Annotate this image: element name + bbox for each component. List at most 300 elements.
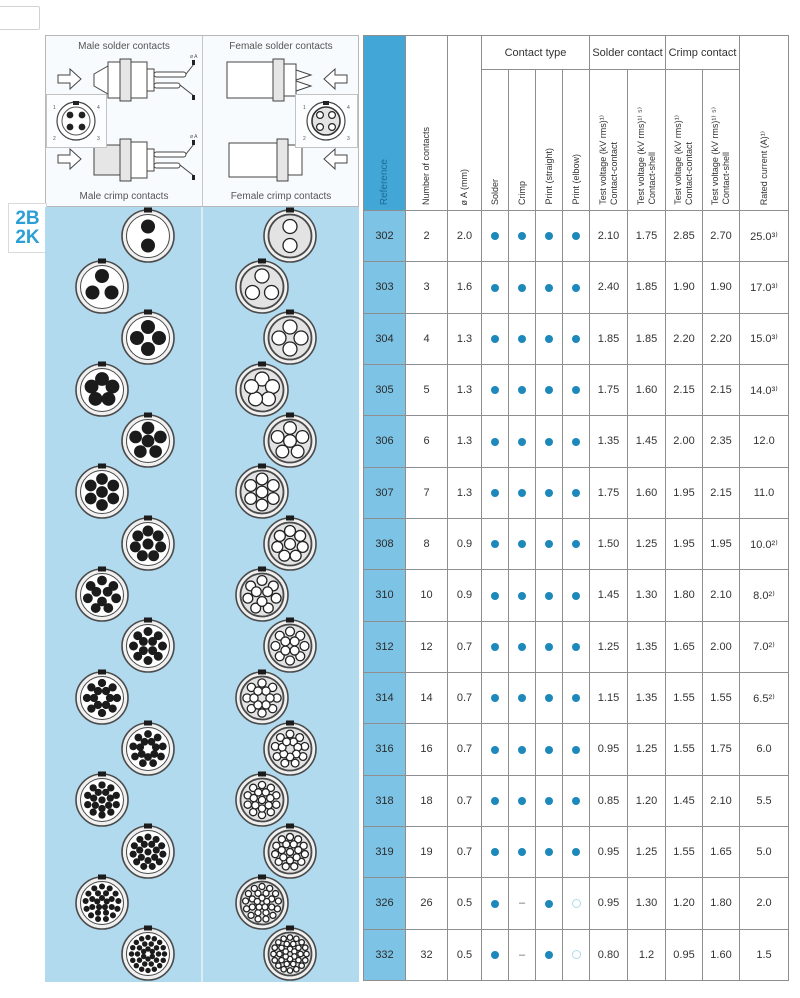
table-row-318: [364, 775, 789, 826]
contact-type-cell: [482, 518, 509, 569]
availability-dot: [491, 489, 499, 497]
availability-dot: [572, 848, 580, 856]
male-face-view-drawing: [47, 95, 106, 147]
contact-type-cell: [509, 313, 536, 364]
availability-dot: [572, 540, 580, 548]
availability-dot: [518, 232, 526, 240]
contact-type-cell: [536, 878, 563, 929]
female-face-view-drawing: [296, 95, 357, 147]
availability-dot: [491, 540, 499, 548]
male-contact-face-306: [119, 412, 177, 470]
contact-type-cell: [536, 672, 563, 723]
contact-type-cell: [563, 364, 590, 415]
contacts-count-cell: 10: [406, 570, 448, 621]
table-row-319: [364, 826, 789, 877]
availability-dot: [545, 489, 553, 497]
male-contact-face-307: [73, 463, 131, 521]
contacts-count-cell: 32: [406, 929, 448, 980]
solder-contact-group-header: Solder contact: [590, 36, 666, 70]
crimp-contact-group-header: Crimp contact: [666, 36, 740, 70]
rated-current-cell: 15.0³⁾: [740, 313, 789, 364]
reference-cell: 310: [364, 570, 406, 621]
test-voltage-cell: 2.20: [703, 313, 740, 364]
contact-type-cell: [536, 570, 563, 621]
diameter-cell: 0.9: [448, 518, 482, 569]
diameter-cell: 0.7: [448, 672, 482, 723]
availability-dot: [545, 335, 553, 343]
availability-dot: [545, 540, 553, 548]
rated-current-cell: 14.0³⁾: [740, 364, 789, 415]
contact-type-cell: [509, 775, 536, 826]
contact-type-cell: [536, 724, 563, 775]
contact-type-cell: [563, 724, 590, 775]
male-solder-label: Male solder contacts: [78, 41, 170, 52]
test-voltage-cell: 1.25: [628, 826, 666, 877]
test-voltage-cell: 0.95: [666, 929, 703, 980]
test-voltage-cell: 1.25: [628, 724, 666, 775]
test-voltage-cell: 1.65: [666, 621, 703, 672]
female-face-view-box: [295, 94, 358, 148]
not-available-dash: –: [518, 897, 526, 910]
test-voltage-cell: 1.30: [628, 878, 666, 929]
availability-dot: [545, 284, 553, 292]
contact-type-cell: [482, 211, 509, 262]
availability-dot: [518, 797, 526, 805]
availability-dot: [572, 335, 580, 343]
female-contact-face-307: [233, 463, 291, 521]
diameter-cell: 0.9: [448, 570, 482, 621]
female-contact-face-310: [233, 566, 291, 624]
table-body: [364, 211, 789, 981]
contact-type-cell: [509, 672, 536, 723]
test-voltage-cell: 2.40: [590, 262, 628, 313]
male-contact-face-319: [119, 823, 177, 881]
test-voltage-cell: 1.45: [590, 570, 628, 621]
series-tab: [8, 203, 47, 253]
test-voltage-cell: 0.85: [590, 775, 628, 826]
contact-type-cell: [563, 570, 590, 621]
test-voltage-cell: 1.75: [703, 724, 740, 775]
male-contact-face-305: [73, 361, 131, 419]
test-voltage-cell: 1.60: [628, 467, 666, 518]
availability-dot: [518, 848, 526, 856]
contact-type-cell: [536, 262, 563, 313]
reference-cell: 319: [364, 826, 406, 877]
reference-cell: 305: [364, 364, 406, 415]
female-contact-face-318: [233, 771, 291, 829]
table-row-310: [364, 570, 789, 621]
male-contact-face-316: [119, 720, 177, 778]
pin-number: 1: [303, 105, 306, 111]
test-voltage-cell: 2.35: [703, 416, 740, 467]
diameter-cell: 1.3: [448, 416, 482, 467]
illustration-divider: [202, 36, 203, 206]
pin-number: 3: [347, 136, 350, 142]
rated-current-cell: 8.0²⁾: [740, 570, 789, 621]
reference-cell: 306: [364, 416, 406, 467]
test-voltage-cell: 1.85: [628, 313, 666, 364]
rated-current-cell: 5.5: [740, 775, 789, 826]
test-voltage-cell: 1.55: [703, 672, 740, 723]
contact-type-cell: [482, 416, 509, 467]
contacts-count-cell: 19: [406, 826, 448, 877]
contact-type-cell: [536, 467, 563, 518]
contacts-count-cell: 16: [406, 724, 448, 775]
availability-dot: [518, 694, 526, 702]
availability-dot: [545, 900, 553, 908]
male-contact-face-310: [73, 566, 131, 624]
rated-current-cell: 6.5²⁾: [740, 672, 789, 723]
contact-type-cell: [536, 775, 563, 826]
test-voltage-cell: 1.80: [666, 570, 703, 621]
contact-type-cell: [509, 262, 536, 313]
contact-type-cell: [563, 518, 590, 569]
crimp-tv-contact-shell-header: Test voltage (kV rms)¹⁾ ⁵⁾ Contact-shell: [703, 70, 740, 211]
availability-dot: [491, 797, 499, 805]
test-voltage-cell: 1.60: [628, 364, 666, 415]
male-crimp-label: Male crimp contacts: [79, 191, 169, 202]
availability-dot: [545, 694, 553, 702]
rated-current-cell: 6.0: [740, 724, 789, 775]
crimp-col-header: Crimp: [509, 70, 536, 211]
contact-type-cell: [536, 313, 563, 364]
series-tab-line2: 2K: [15, 227, 40, 248]
availability-dot: [545, 232, 553, 240]
series-tab-line1: 2B: [15, 207, 40, 229]
pin-number: 4: [347, 105, 350, 111]
contact-type-cell: [563, 262, 590, 313]
pin-number: 4: [97, 105, 100, 111]
test-voltage-cell: 1.30: [628, 570, 666, 621]
availability-dot: [518, 438, 526, 446]
test-voltage-cell: 1.15: [590, 672, 628, 723]
test-voltage-cell: 2.70: [703, 211, 740, 262]
contact-type-cell: [482, 262, 509, 313]
diameter-cell: 0.7: [448, 621, 482, 672]
female-contact-face-319: [261, 823, 319, 881]
test-voltage-cell: 1.75: [628, 211, 666, 262]
availability-dot: [491, 232, 499, 240]
test-voltage-cell: 2.15: [703, 467, 740, 518]
reference-cell: 303: [364, 262, 406, 313]
male-contact-face-326: [73, 874, 131, 932]
availability-dot: [518, 489, 526, 497]
reference-cell: 308: [364, 518, 406, 569]
male-contact-face-303: [73, 258, 131, 316]
rated-current-header: Rated current (A)¹⁾: [740, 36, 789, 211]
female-contact-face-326: [233, 874, 291, 932]
female-contact-face-316: [261, 720, 319, 778]
reference-cell: 318: [364, 775, 406, 826]
contact-type-cell: [563, 211, 590, 262]
female-contact-face-305: [233, 361, 291, 419]
availability-dot: [491, 900, 499, 908]
reference-cell: 302: [364, 211, 406, 262]
test-voltage-cell: 1.85: [590, 313, 628, 364]
contacts-count-cell: 26: [406, 878, 448, 929]
availability-dot: [545, 386, 553, 394]
faces-column-divider: [201, 207, 203, 982]
test-voltage-cell: 1.45: [666, 775, 703, 826]
contact-type-cell: [509, 929, 536, 980]
reference-cell: 307: [364, 467, 406, 518]
test-voltage-cell: 1.95: [703, 518, 740, 569]
diameter-cell: 2.0: [448, 211, 482, 262]
contact-type-cell: [536, 621, 563, 672]
female-contact-face-306: [261, 412, 319, 470]
contact-type-cell: [509, 211, 536, 262]
reference-cell: 326: [364, 878, 406, 929]
availability-dot: [491, 592, 499, 600]
availability-dot: [518, 386, 526, 394]
pin-number: 1: [53, 105, 56, 111]
contact-type-cell: [536, 929, 563, 980]
test-voltage-cell: 1.90: [666, 262, 703, 313]
availability-dot: [545, 797, 553, 805]
test-voltage-cell: 2.15: [703, 364, 740, 415]
table-row-308: [364, 518, 789, 569]
test-voltage-cell: 1.25: [628, 518, 666, 569]
availability-dot: [572, 746, 580, 754]
diameter-cell: 0.7: [448, 826, 482, 877]
contact-type-cell: [563, 826, 590, 877]
contact-type-cell: [536, 211, 563, 262]
male-contact-face-304: [119, 309, 177, 367]
availability-dot: [545, 592, 553, 600]
test-voltage-cell: 1.95: [666, 518, 703, 569]
contact-type-cell: [509, 621, 536, 672]
table-row-314: [364, 672, 789, 723]
contact-type-cell: [482, 724, 509, 775]
contact-type-cell: [509, 416, 536, 467]
solder-tv-contact-contact-header: Test voltage (kV rms)¹⁾ Contact-contact: [590, 70, 628, 211]
test-voltage-cell: 2.10: [703, 570, 740, 621]
availability-open-dot: [572, 950, 581, 959]
availability-dot: [518, 746, 526, 754]
availability-dot: [572, 643, 580, 651]
test-voltage-cell: 1.80: [703, 878, 740, 929]
availability-dot: [572, 232, 580, 240]
female-solder-label: Female solder contacts: [229, 41, 333, 52]
availability-dot: [491, 746, 499, 754]
contact-type-cell: [509, 826, 536, 877]
male-contact-face-332: [119, 925, 177, 983]
availability-dot: [572, 694, 580, 702]
contact-type-cell: [563, 878, 590, 929]
diameter-cell: 0.5: [448, 878, 482, 929]
rated-current-cell: 25.0³⁾: [740, 211, 789, 262]
rated-current-cell: 11.0: [740, 467, 789, 518]
contact-type-cell: [482, 570, 509, 621]
availability-dot: [518, 540, 526, 548]
rated-current-cell: 12.0: [740, 416, 789, 467]
test-voltage-cell: 2.00: [703, 621, 740, 672]
contact-illustrations-box: [45, 35, 359, 207]
test-voltage-cell: 2.00: [666, 416, 703, 467]
test-voltage-cell: 1.55: [666, 724, 703, 775]
test-voltage-cell: 2.10: [590, 211, 628, 262]
reference-column-header: Reference: [364, 36, 406, 211]
test-voltage-cell: 1.25: [590, 621, 628, 672]
test-voltage-cell: 1.20: [666, 878, 703, 929]
contact-type-cell: [563, 621, 590, 672]
availability-dot: [545, 746, 553, 754]
female-contact-face-303: [233, 258, 291, 316]
table-row-303: [364, 262, 789, 313]
female-contact-face-302: [261, 207, 319, 265]
print-straight-col-header: Print (straight): [536, 70, 563, 211]
contact-type-cell: [563, 467, 590, 518]
not-available-dash: –: [518, 948, 526, 961]
male-face-view-box: [46, 94, 107, 148]
table-row-316: [364, 724, 789, 775]
rated-current-cell: 17.0³⁾: [740, 262, 789, 313]
test-voltage-cell: 1.75: [590, 364, 628, 415]
male-contact-face-314: [73, 669, 131, 727]
table-row-326: [364, 878, 789, 929]
reference-cell: 314: [364, 672, 406, 723]
contact-type-cell: [509, 518, 536, 569]
table-row-332: [364, 929, 789, 980]
spec-table: [363, 35, 789, 981]
availability-dot: [572, 489, 580, 497]
print-elbow-col-header: Print (elbow): [563, 70, 590, 211]
contacts-count-cell: 2: [406, 211, 448, 262]
diameter-cell: 1.3: [448, 364, 482, 415]
male-contact-face-308: [119, 515, 177, 573]
dim-label: ø A: [190, 54, 198, 60]
contacts-count-cell: 5: [406, 364, 448, 415]
test-voltage-cell: 1.85: [628, 262, 666, 313]
contact-type-cell: [482, 621, 509, 672]
test-voltage-cell: 2.20: [666, 313, 703, 364]
reference-cell: 316: [364, 724, 406, 775]
pin-number: 2: [53, 136, 56, 142]
availability-dot: [572, 386, 580, 394]
test-voltage-cell: 0.95: [590, 826, 628, 877]
test-voltage-cell: 1.55: [666, 672, 703, 723]
connector-faces-panel: [45, 207, 359, 982]
availability-dot: [491, 335, 499, 343]
test-voltage-cell: 1.55: [666, 826, 703, 877]
test-voltage-cell: 2.85: [666, 211, 703, 262]
contact-type-cell: [563, 313, 590, 364]
crimp-tv-contact-contact-header: Test voltage (kV rms)¹⁾ Contact-contact: [666, 70, 703, 211]
reference-cell: 304: [364, 313, 406, 364]
female-contact-face-308: [261, 515, 319, 573]
contact-type-cell: [509, 570, 536, 621]
availability-dot: [572, 438, 580, 446]
contact-type-cell: [563, 672, 590, 723]
female-contact-face-314: [233, 669, 291, 727]
test-voltage-cell: 1.35: [590, 416, 628, 467]
contact-type-cell: [509, 878, 536, 929]
contact-type-cell: [482, 929, 509, 980]
table-row-306: [364, 416, 789, 467]
female-contact-face-304: [261, 309, 319, 367]
contact-type-cell: [482, 826, 509, 877]
diameter-cell: 0.7: [448, 724, 482, 775]
contact-type-cell: [482, 672, 509, 723]
contacts-count-cell: 6: [406, 416, 448, 467]
contact-type-group-header: Contact type: [482, 36, 590, 70]
availability-dot: [491, 848, 499, 856]
number-of-contacts-header: Number of contacts: [406, 36, 448, 211]
contact-type-cell: [482, 878, 509, 929]
pin-number: 2: [303, 136, 306, 142]
test-voltage-cell: 1.35: [628, 672, 666, 723]
table-row-312: [364, 621, 789, 672]
dim-label: ø A: [190, 134, 198, 140]
rated-current-cell: 7.0²⁾: [740, 621, 789, 672]
test-voltage-cell: 1.65: [703, 826, 740, 877]
contact-type-cell: [536, 416, 563, 467]
availability-open-dot: [572, 899, 581, 908]
table-row-305: [364, 364, 789, 415]
contacts-count-cell: 18: [406, 775, 448, 826]
contact-type-cell: [536, 364, 563, 415]
availability-dot: [491, 694, 499, 702]
test-voltage-cell: 0.80: [590, 929, 628, 980]
diameter-cell: 0.7: [448, 775, 482, 826]
test-voltage-cell: 1.75: [590, 467, 628, 518]
contact-type-cell: [482, 313, 509, 364]
contact-type-cell: [563, 416, 590, 467]
availability-dot: [491, 438, 499, 446]
diameter-cell: 1.3: [448, 467, 482, 518]
contacts-count-cell: 14: [406, 672, 448, 723]
availability-dot: [545, 951, 553, 959]
reference-cell: 332: [364, 929, 406, 980]
availability-dot: [545, 438, 553, 446]
availability-dot: [518, 643, 526, 651]
availability-dot: [572, 592, 580, 600]
contact-type-cell: [563, 775, 590, 826]
availability-dot: [491, 284, 499, 292]
availability-dot: [572, 797, 580, 805]
test-voltage-cell: 1.90: [703, 262, 740, 313]
female-contact-face-332: [261, 925, 319, 983]
solder-tv-contact-shell-header: Test voltage (kV rms)¹⁾ ⁵⁾ Contact-shell: [628, 70, 666, 211]
availability-dot: [518, 284, 526, 292]
contact-type-cell: [509, 724, 536, 775]
test-voltage-cell: 0.95: [590, 724, 628, 775]
diameter-header: ø A (mm): [448, 36, 482, 211]
availability-dot: [491, 643, 499, 651]
contacts-count-cell: 7: [406, 467, 448, 518]
male-contact-face-302: [119, 207, 177, 265]
test-voltage-cell: 1.95: [666, 467, 703, 518]
contact-type-cell: [536, 826, 563, 877]
test-voltage-cell: 2.15: [666, 364, 703, 415]
availability-dot: [572, 284, 580, 292]
contacts-count-cell: 8: [406, 518, 448, 569]
availability-dot: [545, 848, 553, 856]
contact-type-cell: [536, 518, 563, 569]
male-contact-face-318: [73, 771, 131, 829]
availability-dot: [491, 951, 499, 959]
diameter-cell: 1.3: [448, 313, 482, 364]
female-crimp-label: Female crimp contacts: [230, 191, 332, 202]
contacts-count-cell: 3: [406, 262, 448, 313]
page-corner-tab: [0, 6, 40, 30]
test-voltage-cell: 1.20: [628, 775, 666, 826]
rated-current-cell: 1.5: [740, 929, 789, 980]
contacts-count-cell: 12: [406, 621, 448, 672]
test-voltage-cell: 1.45: [628, 416, 666, 467]
rated-current-cell: 2.0: [740, 878, 789, 929]
test-voltage-cell: 2.10: [703, 775, 740, 826]
